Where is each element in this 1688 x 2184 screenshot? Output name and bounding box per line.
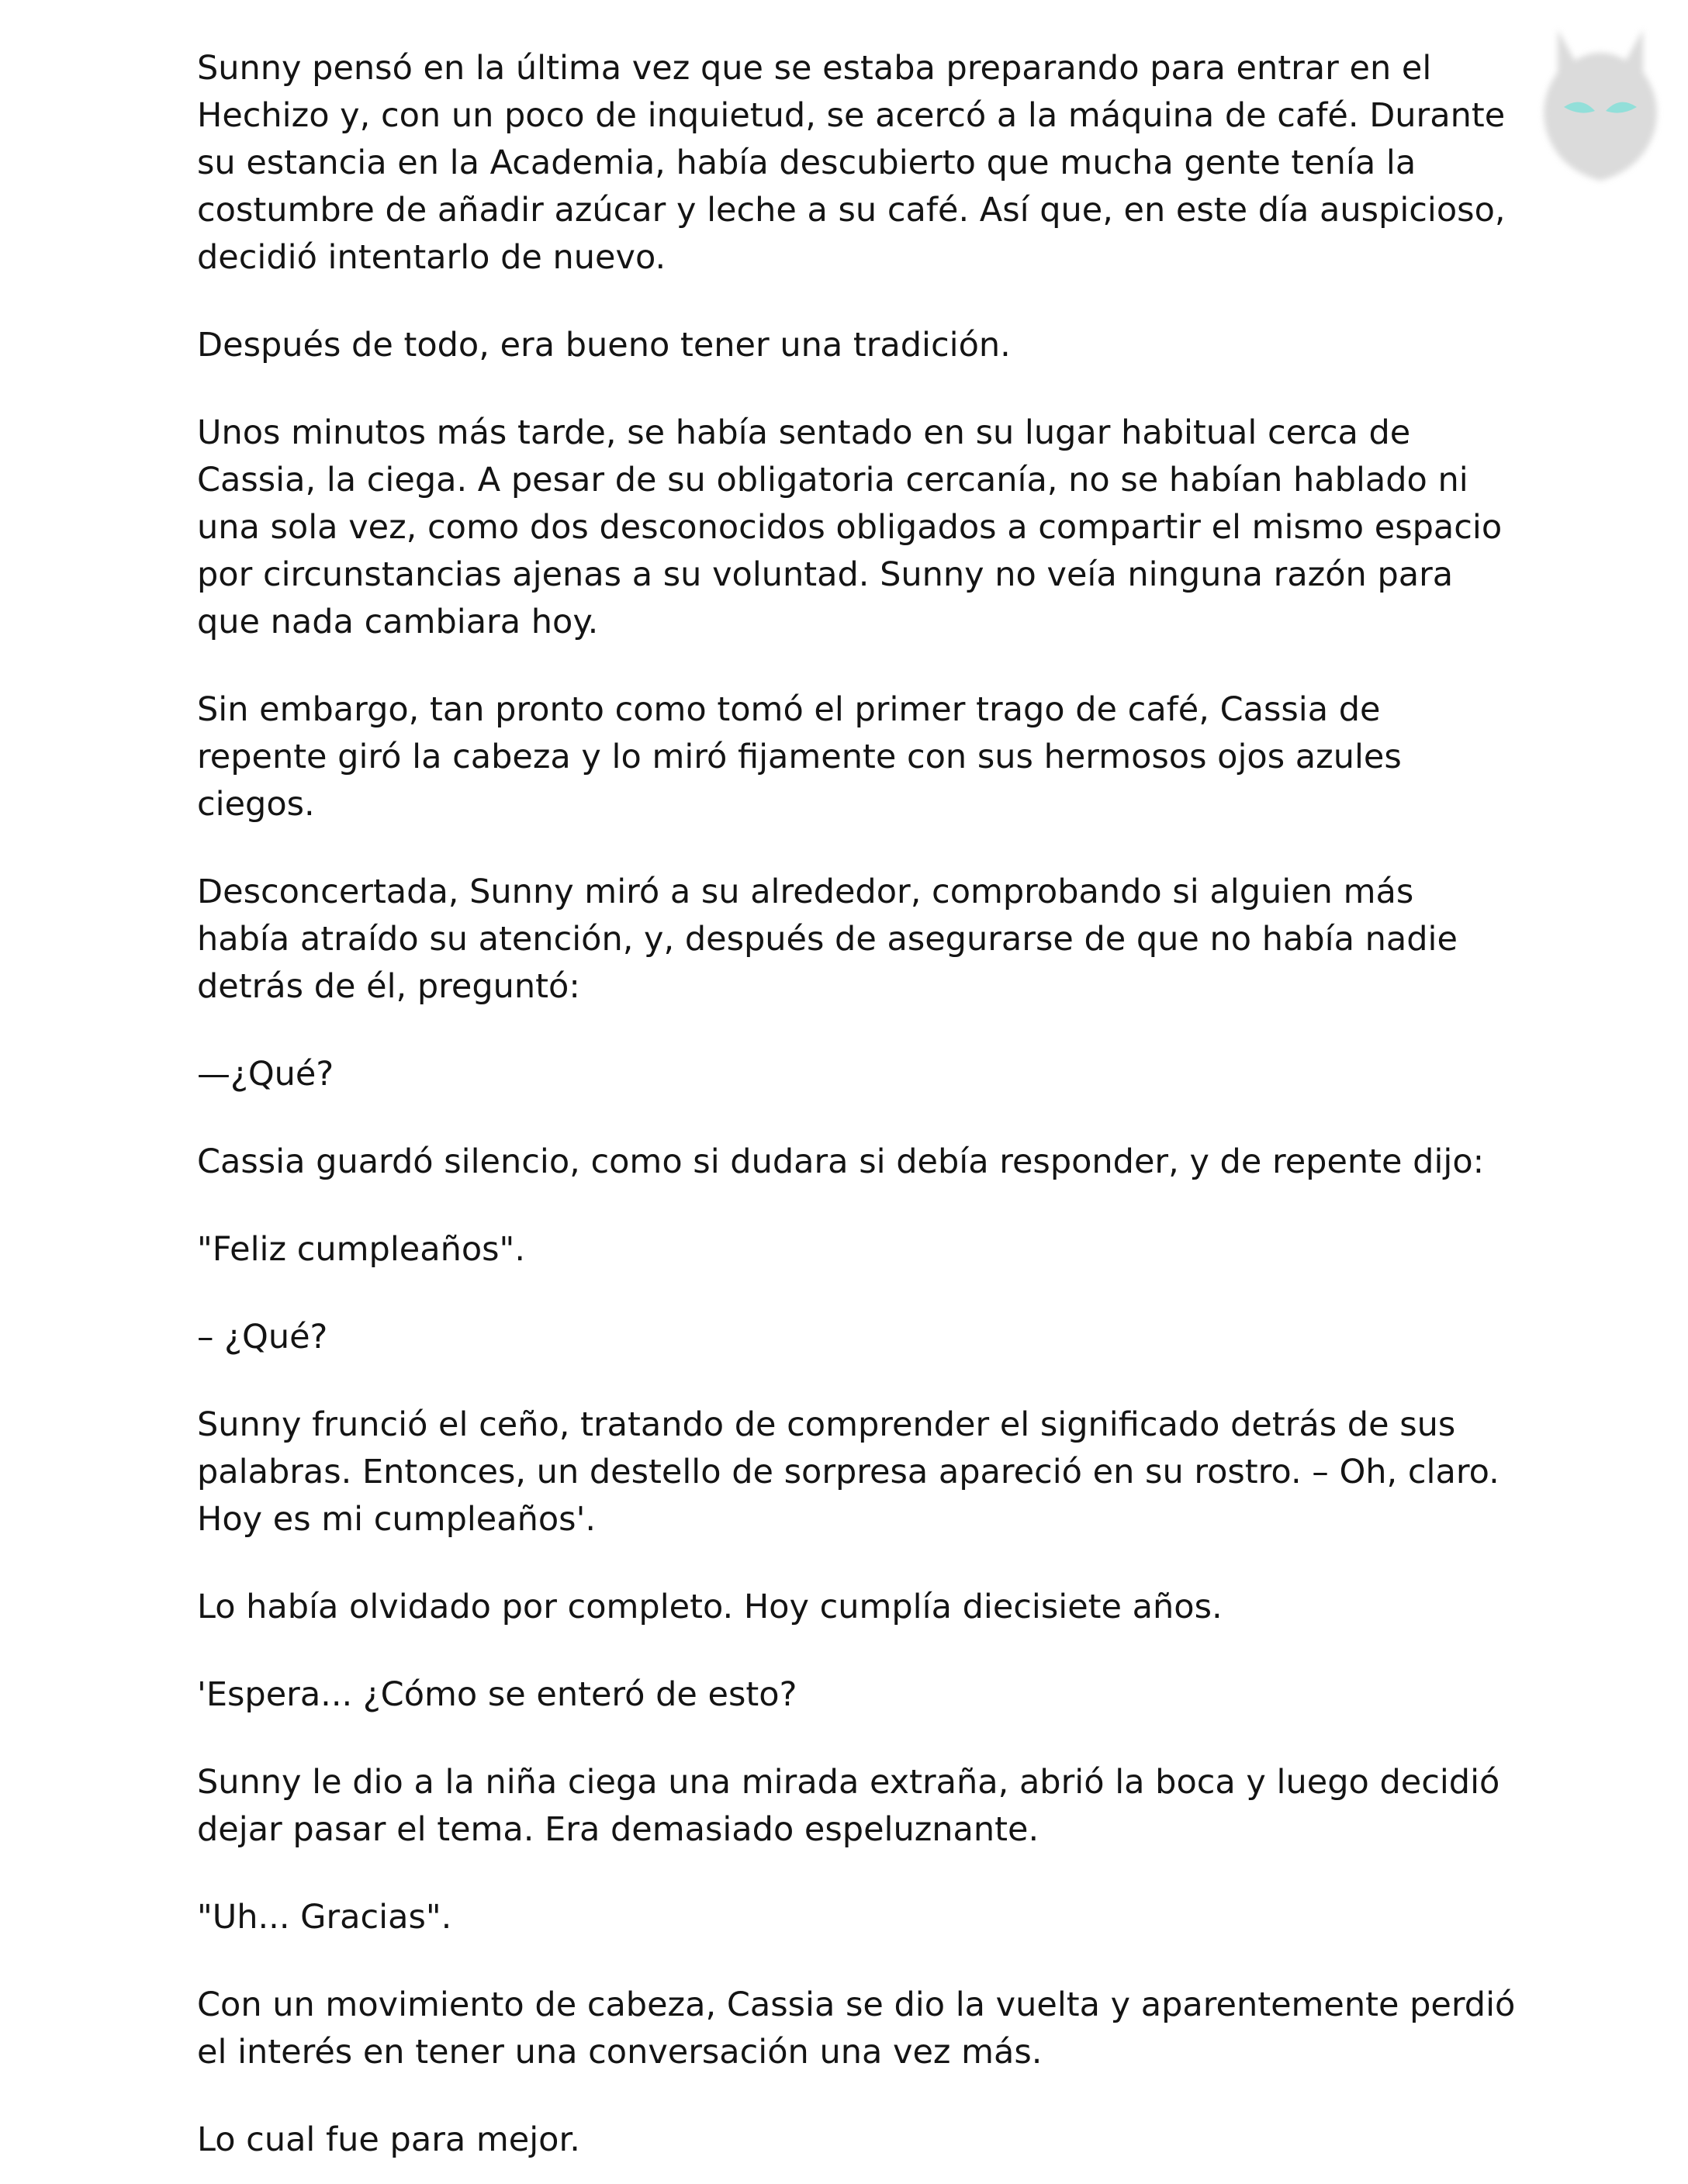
paragraph: – ¿Qué?	[197, 1318, 328, 1356]
paragraph: Lo había olvidado por completo. Hoy cumplía diecisiete años.	[197, 1588, 1223, 1626]
paragraph: "Uh... Gracias".	[197, 1898, 452, 1937]
paragraph: Lo cual fue para mejor.	[197, 2120, 580, 2159]
paragraph: —¿Qué?	[197, 1055, 334, 1094]
paragraph: Desconcertada, Sunny miró a su alrededor, comprobando si alguien más había atraído su atención, y, después de asegurarse de que no había nadie detrás de él, preguntó:	[197, 873, 1458, 1006]
paragraph: 'Espera... ¿Cómo se enteró de esto?	[197, 1675, 797, 1714]
paragraph: Unos minutos más tarde, se había sentado en su lugar habitual cerca de Cassia, la ciega. A pesar de su obligatoria cercanía, no se habían hablado ni una sola vez, como dos desconocidos obligados a compartir el mismo espacio por circunstancias ajenas a su voluntad. Sunny no veía ninguna razón para que nada cambiara hoy.	[197, 413, 1503, 641]
paragraph: Sunny pensó en la última vez que se estaba preparando para entrar en el Hechizo y, con un poco de inquietud, se acercó a la máquina de café. Durante su estancia en la Academia, había descubierto que mucha gente tenía la costumbre de añadir azúcar y leche a su café. Así que, en este día auspicioso, decidió intentarlo de nuevo.	[197, 49, 1506, 277]
paragraph: Después de todo, era bueno tener una tradición.	[197, 326, 1011, 365]
paragraph: Sunny le dio a la niña ciega una mirada extraña, abrió la boca y luego decidió dejar pasar el tema. Era demasiado espeluznante.	[197, 1763, 1500, 1849]
paragraph: "Feliz cumpleaños".	[197, 1230, 525, 1269]
paragraph: Sunny frunció el ceño, tratando de comprender el significado detrás de sus palabras. Entonces, un destello de sorpresa apareció en su rostro. – Oh, claro. Hoy es mi cumpleaños'.	[197, 1405, 1499, 1539]
demon-mask-icon	[1527, 14, 1674, 192]
paragraph: Con un movimiento de cabeza, Cassia se dio la vuelta y aparentemente perdió el interés en tener una conversación una vez más.	[197, 1985, 1516, 2072]
paragraph: Sin embargo, tan pronto como tomó el primer trago de café, Cassia de repente giró la cabeza y lo miró fijamente con sus hermosos ojos azules ciegos.	[197, 690, 1402, 824]
document-body	[197, 45, 1516, 2164]
paragraph: Cassia guardó silencio, como si dudara si debía responder, y de repente dijo:	[197, 1142, 1485, 1181]
